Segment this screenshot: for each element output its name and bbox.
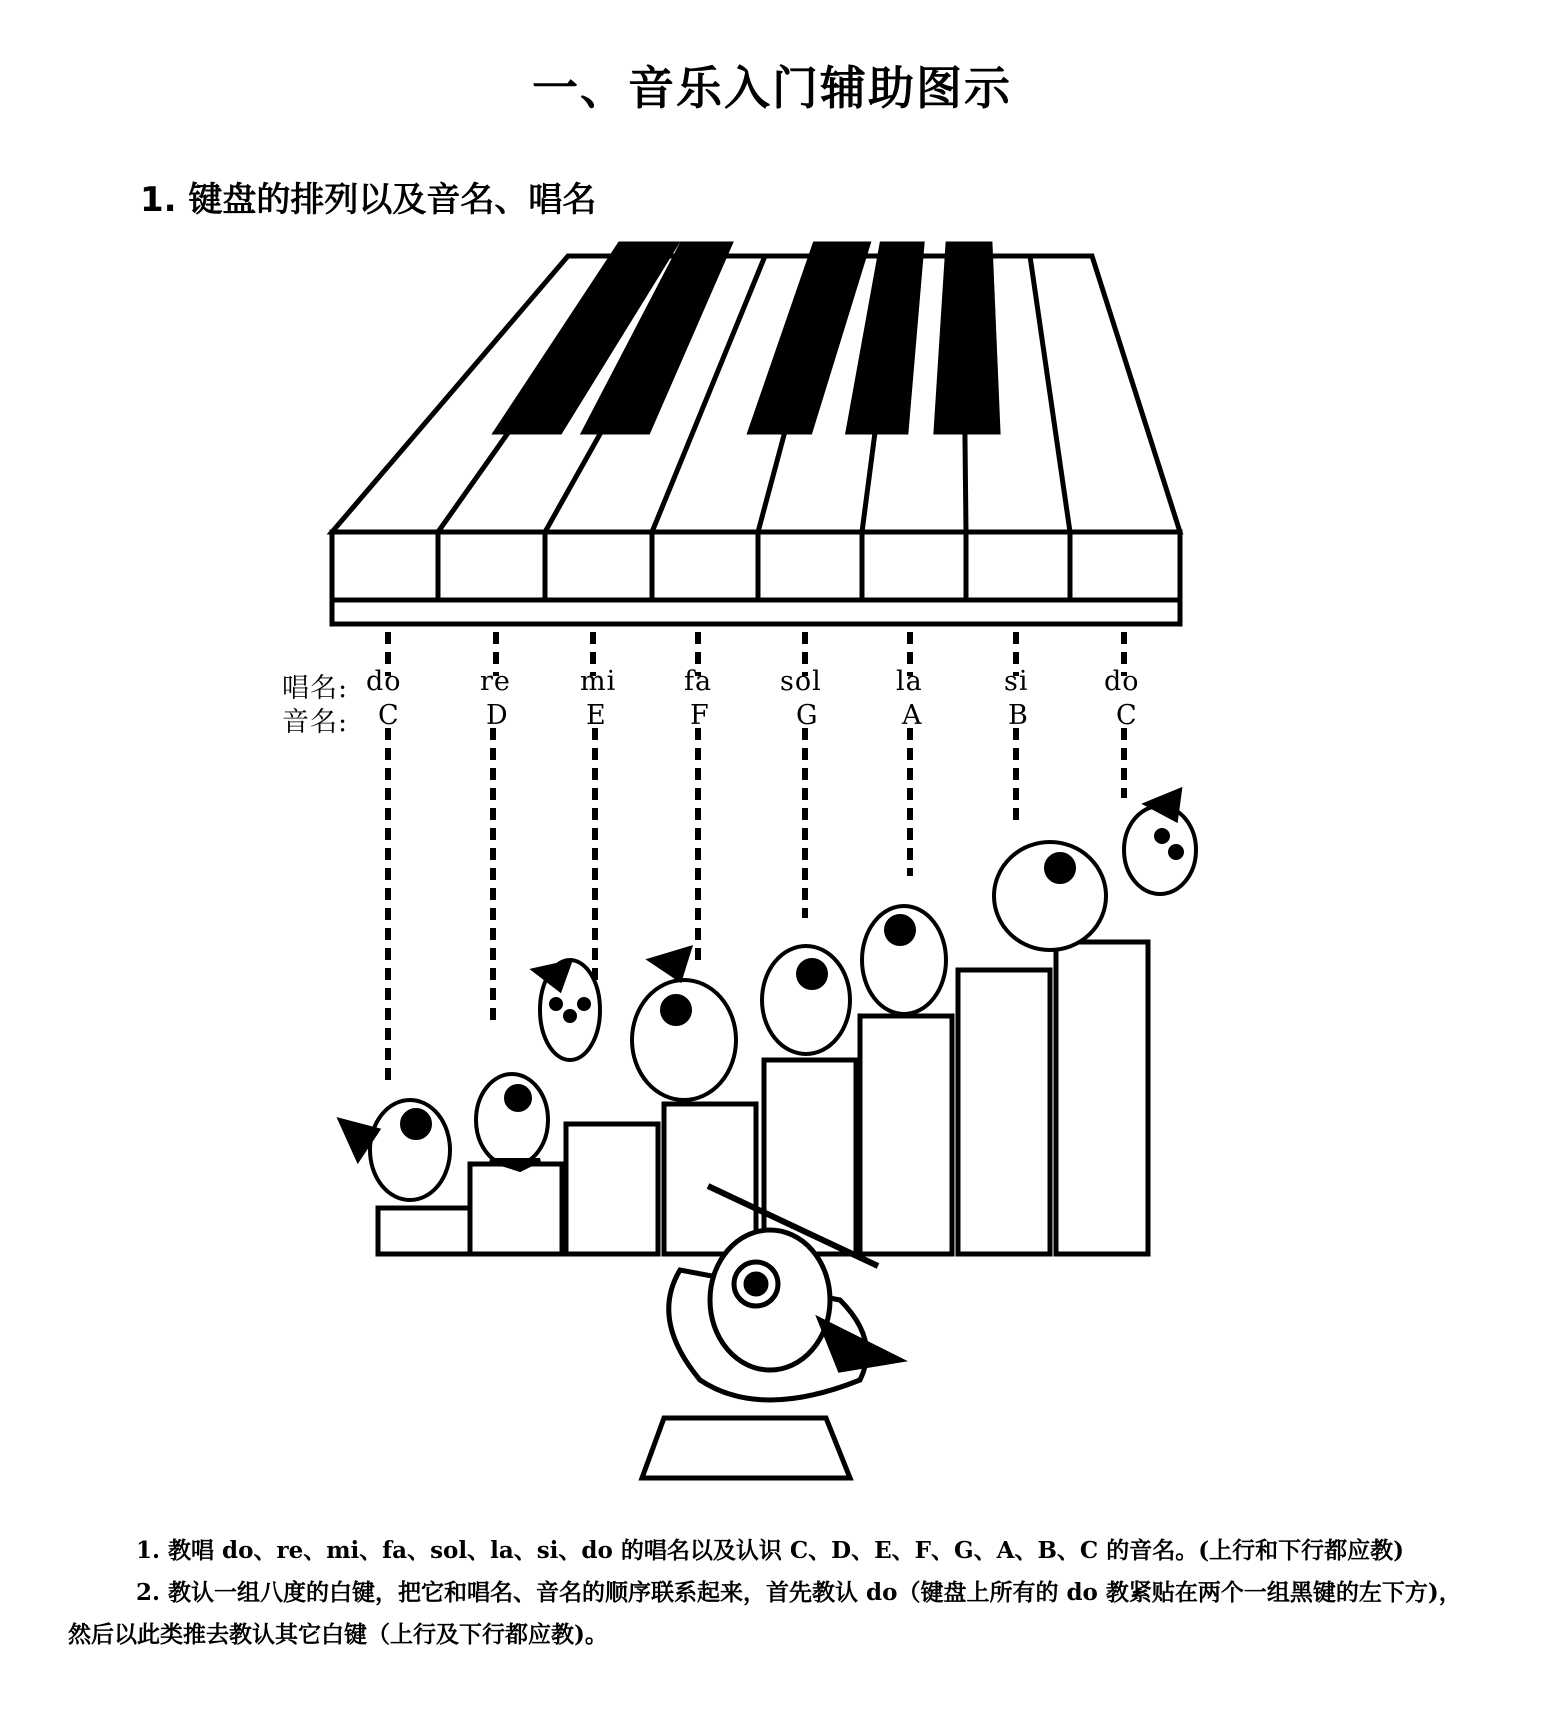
black-key-5 xyxy=(936,244,998,432)
solfege-label: do xyxy=(1104,666,1140,697)
note-1: 1. 教唱 do、re、mi、fa、sol、la、si、do 的唱名以及认识 C、D、E、F、G、A、B、C 的音名。(上行和下行都应教) xyxy=(136,1537,1404,1564)
bird-icon-8 xyxy=(1124,790,1196,894)
bird-icon-1 xyxy=(340,1100,450,1200)
solfege-label: la xyxy=(896,666,923,697)
solfege-label: sol xyxy=(780,666,822,697)
letter-label: D xyxy=(486,700,509,731)
piano-keyboard xyxy=(332,244,1180,624)
solfege-label: si xyxy=(1004,666,1029,697)
letter-prefix: 音名: xyxy=(282,707,349,738)
solfege-label: mi xyxy=(580,666,617,697)
podium xyxy=(642,1418,850,1478)
solfege-label: re xyxy=(480,666,511,697)
letter-label: A xyxy=(902,700,923,731)
solfege-label: fa xyxy=(684,666,713,697)
keyboard-top xyxy=(332,256,1180,532)
bird-icon-6 xyxy=(862,906,946,1014)
bird-icon-2 xyxy=(476,1074,548,1170)
letter-label: E xyxy=(586,700,607,731)
letter-label: G xyxy=(796,700,819,731)
section-title: 1. 键盘的排列以及音名、唱名 xyxy=(140,180,597,220)
keyboard-base xyxy=(332,600,1180,624)
bird-icon-5 xyxy=(762,946,850,1054)
letter-label: F xyxy=(690,700,710,731)
note-2: 2. 教认一组八度的白键，把它和唱名、音名的顺序联系起来，首先教认 do（键盘上所有的 do 教紧贴在两个一组黑键的左下方)，然后以此类推去教认其它白键（上行及下行都应教)。 xyxy=(68,1579,1462,1648)
bird-icon-7 xyxy=(994,842,1106,950)
letter-label: C xyxy=(1116,700,1138,731)
instruction-notes xyxy=(68,1530,1468,1656)
letter-label: B xyxy=(1008,700,1029,731)
bird-icon-4 xyxy=(632,948,736,1100)
letter-label: C xyxy=(378,700,400,731)
solfege-label: do xyxy=(366,666,402,697)
bird-icon-3 xyxy=(534,960,600,1060)
page-title: 一、音乐入门辅助图示 xyxy=(532,61,1012,115)
solfege-prefix: 唱名: xyxy=(282,673,349,704)
